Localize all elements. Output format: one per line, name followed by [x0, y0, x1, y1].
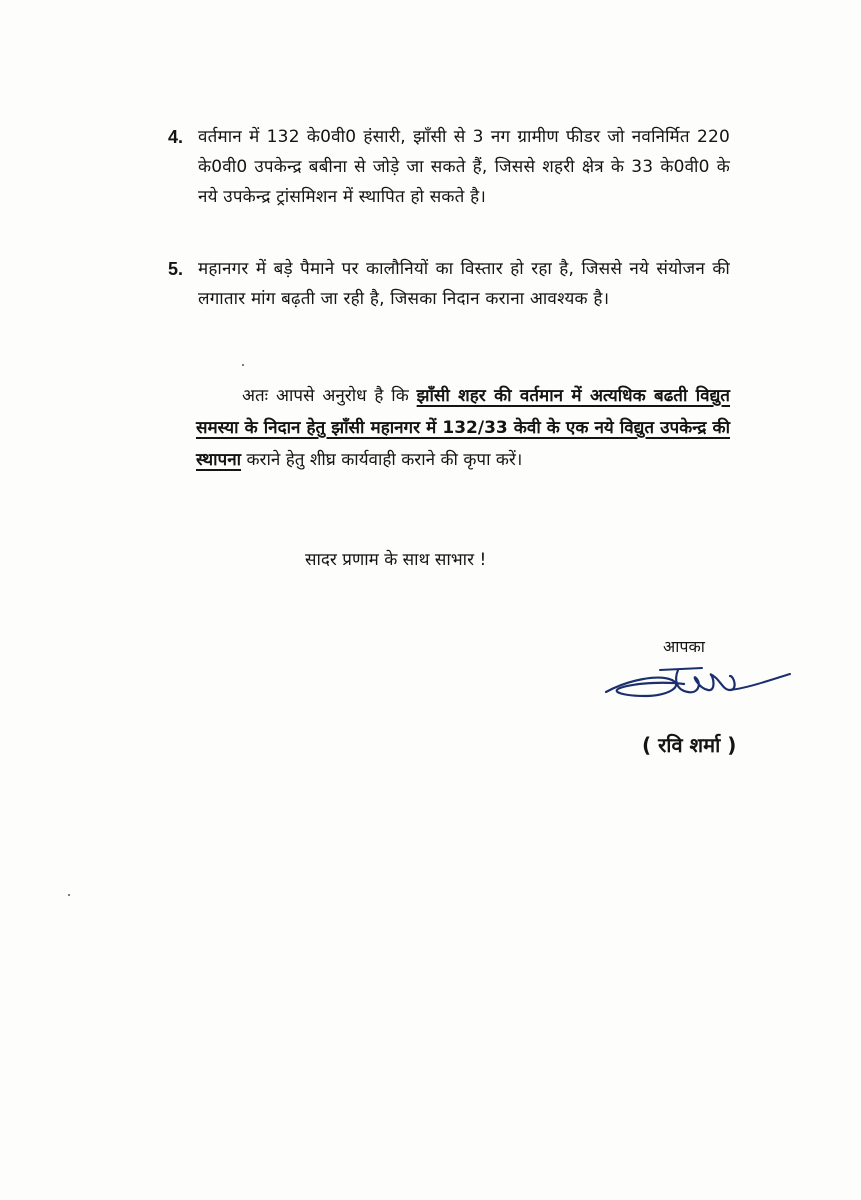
- request-lead: अतः आपसे अनुरोध है कि: [242, 386, 417, 406]
- point-5: [168, 254, 730, 314]
- request-paragraph: [196, 380, 730, 476]
- request-tail: कराने हेतु शीघ्र कार्यवाही कराने की कृपा करें।: [241, 450, 523, 470]
- point-text: महानगर में बड़े पैमाने पर कालौनियों का विस्तार हो रहा है, जिससे नये संयोजन की लगातार मांग बढ़ती जा रही है, जिसका निदान कराना आवश्यक है।: [198, 259, 730, 309]
- paper-speck: [68, 894, 70, 896]
- yours-label: आपका: [663, 637, 705, 656]
- signatory-name: ( रवि शर्मा ): [642, 733, 737, 757]
- point-number: 4.: [168, 127, 184, 147]
- request-emphasis: झाँसी शहर की वर्तमान में अत्यधिक बढती विद्युत समस्या के निदान हेतु झाँसी महानगर में 132/33 केवी के एक नये विद्युत उपकेन्द्र की स्थापना: [196, 386, 731, 470]
- closing-line: सादर प्रणाम के साथ साभार !: [305, 550, 487, 570]
- paper-speck: [242, 364, 244, 366]
- point-text: वर्तमान में 132 के0वी0 हंसारी, झाँसी से 3 नग ग्रामीण फीडर जो नवनिर्मित 220 के0वी0 उपकेन्द्र बबीना से जोड़े जा सकते हैं, जिससे शहरी क्षेत्र के 33 के0वी0 के नये उपकेन्द्र ट्रांसमिशन में स्थापित हो सकते है।: [198, 127, 730, 207]
- point-number: 5.: [168, 259, 184, 279]
- handwritten-signature: [598, 660, 798, 706]
- point-4: [168, 122, 730, 212]
